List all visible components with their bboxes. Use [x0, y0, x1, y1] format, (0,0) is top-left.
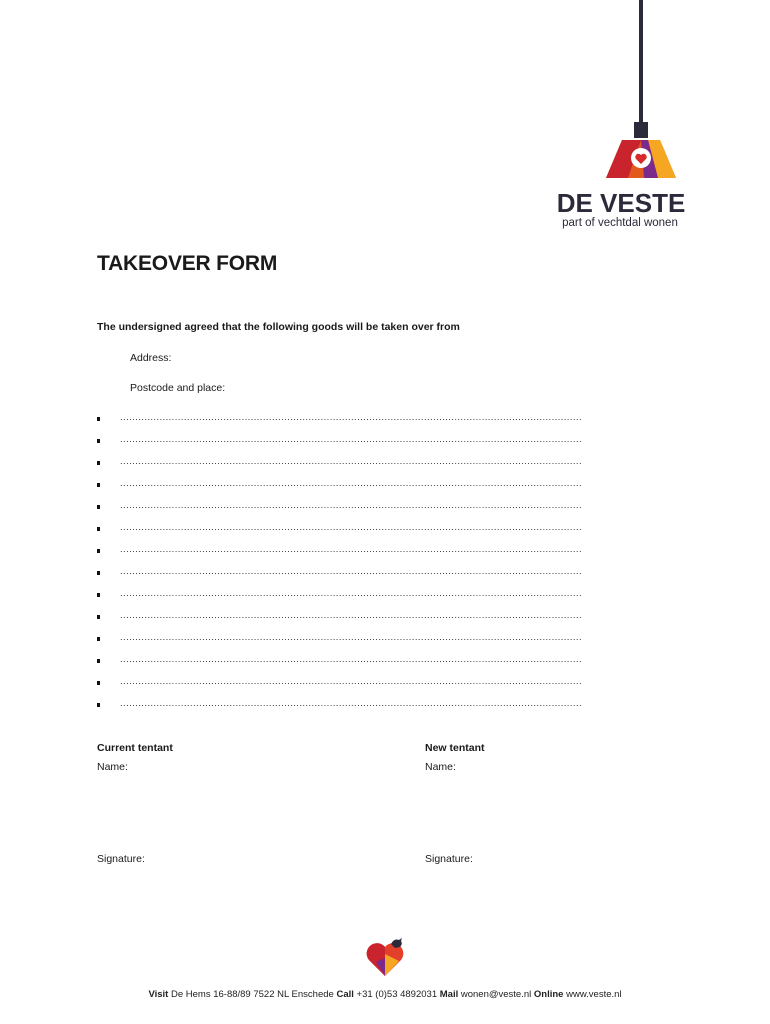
current-tenant-heading: Current tentant	[97, 742, 173, 754]
bullet-icon	[97, 439, 100, 443]
bullet-icon	[97, 483, 100, 487]
goods-line-blank[interactable]: ........................................................................................................................................................	[120, 544, 582, 555]
goods-line-item	[97, 522, 657, 544]
bullet-icon	[97, 549, 100, 553]
goods-line-item	[97, 588, 657, 610]
current-tenant-signature-label: Signature:	[97, 853, 145, 865]
goods-line-item	[97, 698, 657, 720]
bullet-icon	[97, 637, 100, 641]
new-tenant-signature-label: Signature:	[425, 853, 473, 865]
new-tenant-heading: New tentant	[425, 742, 485, 754]
goods-line-item	[97, 610, 657, 632]
bullet-icon	[97, 659, 100, 663]
footer-mail-value: wonen@veste.nl	[460, 989, 532, 1000]
bullet-icon	[97, 703, 100, 707]
footer-visit-value: De Hems 16-88/89 7522 NL Enschede	[170, 989, 334, 1000]
bullet-icon	[97, 681, 100, 685]
goods-line-blank[interactable]: ........................................................................................................................................................	[120, 654, 582, 665]
goods-line-blank[interactable]: ........................................................................................................................................................	[120, 456, 582, 467]
de-veste-logo	[548, 0, 693, 232]
goods-line-item	[97, 456, 657, 478]
bullet-icon	[97, 527, 100, 531]
intro-text: The undersigned agreed that the following goods will be taken over from	[97, 321, 460, 333]
bullet-icon	[97, 417, 100, 421]
goods-line-item	[97, 412, 657, 434]
bullet-icon	[97, 615, 100, 619]
goods-line-item	[97, 544, 657, 566]
postcode-label: Postcode and place:	[130, 382, 226, 394]
goods-line-item	[97, 676, 657, 698]
goods-line-blank[interactable]: ........................................................................................................................................................	[120, 588, 582, 599]
goods-line-blank[interactable]: ........................................................................................................................................................	[120, 500, 582, 511]
footer-online-label: Online	[533, 989, 564, 1000]
goods-line-item	[97, 500, 657, 522]
bullet-icon	[97, 571, 100, 575]
footer-mail-label: Mail	[439, 989, 459, 1000]
footer-online-value: www.veste.nl	[566, 989, 622, 1000]
form-title: TAKEOVER FORM	[97, 252, 278, 275]
goods-line-item	[97, 632, 657, 654]
goods-line-blank[interactable]: ........................................................................................................................................................	[120, 522, 582, 533]
current-tenant-name-label: Name:	[97, 761, 128, 773]
goods-line-blank[interactable]: ........................................................................................................................................................	[120, 434, 582, 445]
bullet-icon	[97, 461, 100, 465]
goods-line-blank[interactable]: ........................................................................................................................................................	[120, 566, 582, 577]
footer-call-value: +31 (0)53 4892031	[356, 989, 438, 1000]
bullet-icon	[97, 593, 100, 597]
goods-line-blank[interactable]: ........................................................................................................................................................	[120, 610, 582, 621]
goods-line-item	[97, 478, 657, 500]
heart-bird-icon	[364, 934, 406, 978]
address-label: Address:	[130, 352, 172, 364]
goods-line-blank[interactable]: ........................................................................................................................................................	[120, 676, 582, 687]
goods-line-blank[interactable]: ........................................................................................................................................................	[120, 478, 582, 489]
goods-line-item	[97, 566, 657, 588]
goods-line-blank[interactable]: ........................................................................................................................................................	[120, 632, 582, 643]
logo-tagline: part of vechtdal wonen	[562, 217, 678, 229]
new-tenant-name-label: Name:	[425, 761, 456, 773]
goods-line-item	[97, 434, 657, 456]
bullet-icon	[97, 505, 100, 509]
goods-line-blank[interactable]: ........................................................................................................................................................	[120, 412, 582, 423]
goods-line-blank[interactable]: ........................................................................................................................................................	[120, 698, 582, 709]
goods-list	[97, 412, 657, 720]
goods-line-item	[97, 654, 657, 676]
footer-call-label: Call	[336, 989, 354, 1000]
footer-contact	[0, 989, 770, 1000]
footer-visit-label: Visit	[148, 989, 169, 1000]
logo-brand: DE VESTE	[556, 188, 686, 218]
